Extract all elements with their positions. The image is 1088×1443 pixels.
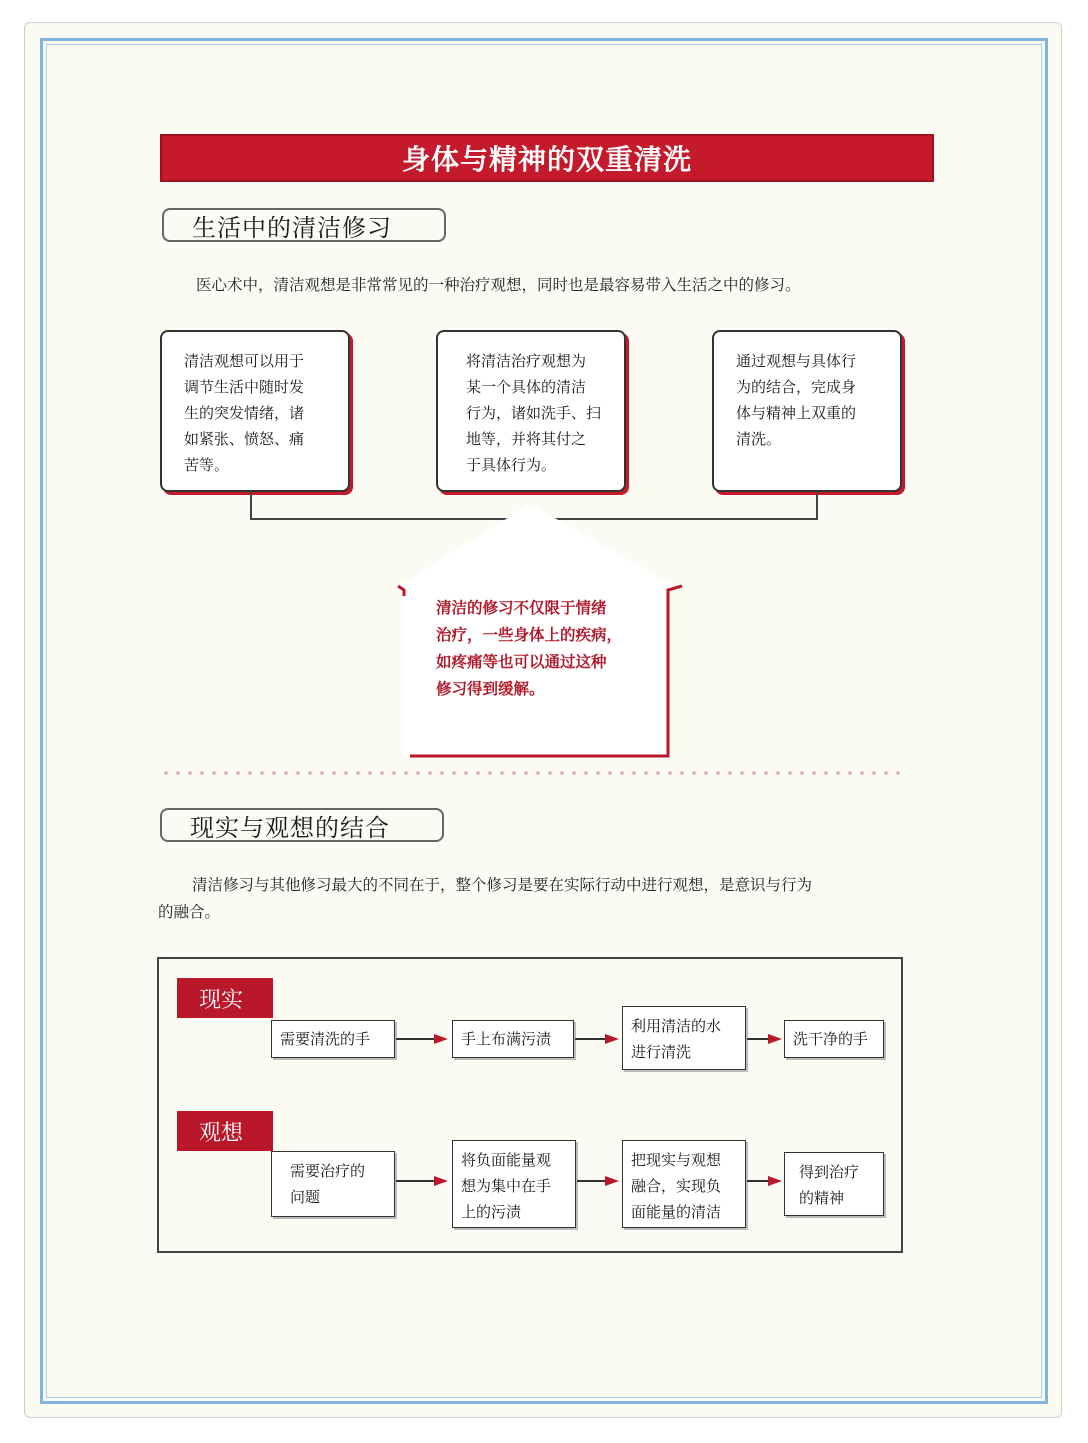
info-card-1 xyxy=(160,330,350,492)
step-line: 需要治疗的 xyxy=(290,1162,366,1180)
card-line: 调节生活中随时发 xyxy=(184,378,305,396)
reality-step-4 xyxy=(784,1020,884,1058)
callout-line: 如疼痛等也可以通过这种 xyxy=(436,652,607,671)
step-line: 得到治疗 xyxy=(799,1163,860,1181)
reality-step-2 xyxy=(452,1020,574,1058)
house-callout-text xyxy=(436,594,646,702)
row-tag-visualization: 观想 xyxy=(177,1111,273,1151)
visualization-step-3 xyxy=(622,1140,746,1228)
visualization-arrow-1 xyxy=(396,1176,452,1186)
visualization-arrow-2 xyxy=(577,1176,622,1186)
page-title: 身体与精神的双重清洗 xyxy=(160,134,934,182)
step-line: 利用清洁的水 xyxy=(631,1017,722,1035)
visualization-step-4 xyxy=(784,1152,884,1216)
step-line: 进行清洗 xyxy=(631,1043,692,1061)
step-line: 洗干净的手 xyxy=(793,1030,869,1048)
info-card-3 xyxy=(712,330,902,492)
step-line: 面能量的清洁 xyxy=(631,1203,722,1221)
card-line: 通过观想与具体行 xyxy=(736,352,857,370)
step-line: 想为集中在手 xyxy=(461,1177,552,1195)
info-card-2 xyxy=(436,330,626,492)
card-line: 于具体行为。 xyxy=(466,456,557,474)
section-heading-life: 生活中的清洁修习 xyxy=(162,208,446,242)
step-line: 将负面能量观 xyxy=(461,1151,552,1169)
step-line: 把现实与观想 xyxy=(631,1151,722,1169)
dotted-divider xyxy=(160,771,904,775)
step-line: 手上布满污渍 xyxy=(461,1030,552,1048)
callout-line: 清洁的修习不仅限于情绪 xyxy=(436,598,607,617)
visualization-arrow-3 xyxy=(747,1176,784,1186)
callout-line: 修习得到缓解。 xyxy=(436,679,545,698)
card-line: 行为，诸如洗手、扫 xyxy=(466,404,602,422)
reality-step-3 xyxy=(622,1006,746,1070)
reality-arrow-1 xyxy=(396,1034,452,1044)
card-line: 生的突发情绪，诸 xyxy=(184,404,305,422)
card-line: 地等，并将其付之 xyxy=(466,430,587,448)
step-line: 需要清洗的手 xyxy=(280,1030,371,1048)
section-heading-reality: 现实与观想的结合 xyxy=(160,808,444,842)
step-line: 问题 xyxy=(290,1188,321,1206)
reality-step-1 xyxy=(271,1020,395,1058)
section1-intro: 医心术中，清洁观想是非常常见的一种治疗观想，同时也是最容易带入生活之中的修习。 xyxy=(196,276,801,294)
visualization-step-2 xyxy=(452,1140,576,1228)
callout-line: 治疗，一些身体上的疾病， xyxy=(436,625,623,644)
step-line: 上的污渍 xyxy=(461,1203,522,1221)
row-tag-reality: 现实 xyxy=(177,978,273,1018)
section2-intro-line1: 清洁修习与其他修习最大的不同在于，整个修习是要在实际行动中进行观想，是意识与行为 xyxy=(192,876,813,894)
reality-arrow-2 xyxy=(575,1034,622,1044)
reality-arrow-3 xyxy=(747,1034,784,1044)
card-line: 某一个具体的清洁 xyxy=(466,378,587,396)
card-line: 如紧张、愤怒、痛 xyxy=(184,430,305,448)
visualization-step-1 xyxy=(271,1151,395,1217)
card-line: 苦等。 xyxy=(184,456,230,474)
card-line: 将清洁治疗观想为 xyxy=(466,352,587,370)
step-line: 的精神 xyxy=(799,1189,845,1207)
card-line: 清洁观想可以用于 xyxy=(184,352,305,370)
card-line: 清洗。 xyxy=(736,430,782,448)
card-line: 体与精神上双重的 xyxy=(736,404,857,422)
card-line: 为的结合，完成身 xyxy=(736,378,857,396)
step-line: 融合，实现负 xyxy=(631,1177,722,1195)
section2-intro-line2: 的融合。 xyxy=(158,903,221,921)
